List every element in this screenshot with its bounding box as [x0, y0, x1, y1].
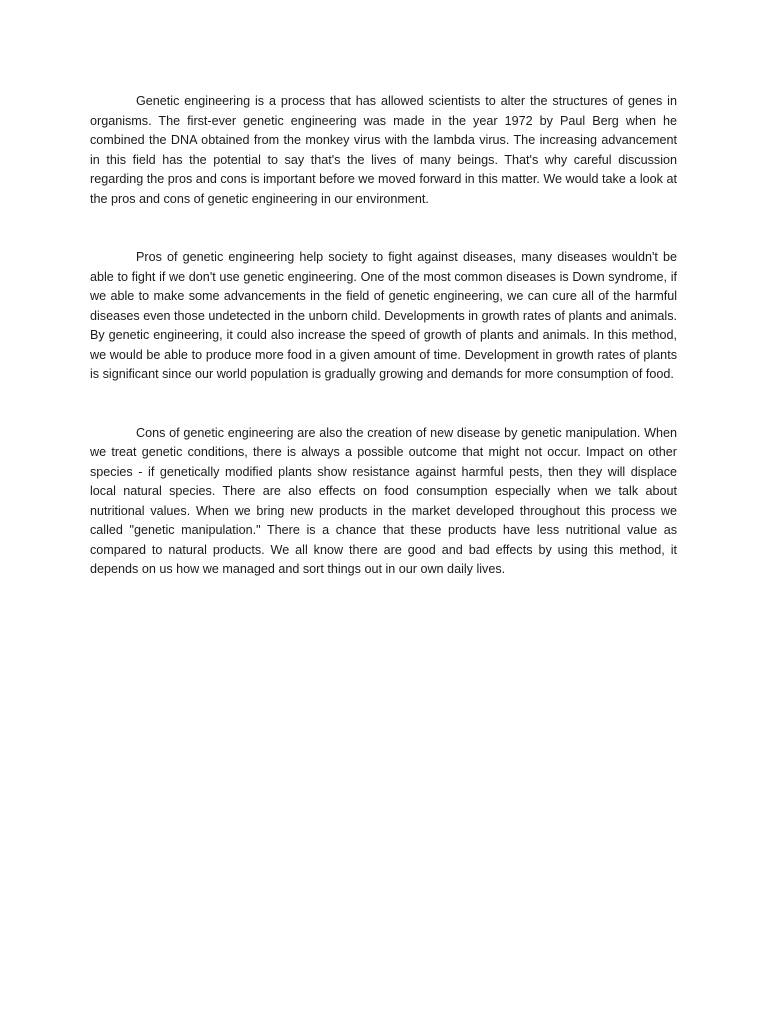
paragraph-cons: Cons of genetic engineering are also the creation of new disease by genetic manipulation. When we treat genetic conditions, there is always a possible outcome that might not occur. Impact on other species - if genetically modified plants show resistance against harmful pests, then they will displace local natural species. There are also effects on food consumption especially when we talk about nutritional values. When we bring new products in the market developed throughout this process we called "genetic manipulation." There is a chance that these products have less nutritional value as compared to natural products. We all know there are good and bad effects by using this method, it depends on us how we managed and sort things out in our own daily lives.: [90, 425, 677, 576]
paragraph-pros: Pros of genetic engineering help society to fight against diseases, many diseases wouldn't be able to fight if we don't use genetic engineering. One of the most common diseases is Down syndrome, if we able to make some advancements in the field of genetic engineering, we can cure all of the harmful diseases even those undetected in the unborn child. Developments in growth rates of plants and animals. By genetic engineering, it could also increase the speed of growth of plants and animals. In this method, we would be able to produce more food in a given amount of time. Development in growth rates of plants is significant since our world population is gradually growing and demands for more consumption of food.: [90, 250, 677, 381]
paragraph-introduction: Genetic engineering is a process that has allowed scientists to alter the structures of genes in organisms. The first-ever genetic engineering was made in the year 1972 by Paul Berg when he combined the DNA obtained from the monkey virus with the lambda virus. The increasing advancement in this field has the potential to say that's the lives of many beings. That's why careful discussion regarding the pros and cons is important before we moved forward in this matter. We would take a look at the pros and cons of genetic engineering in our environment.: [90, 94, 677, 206]
document-body: [90, 92, 677, 580]
